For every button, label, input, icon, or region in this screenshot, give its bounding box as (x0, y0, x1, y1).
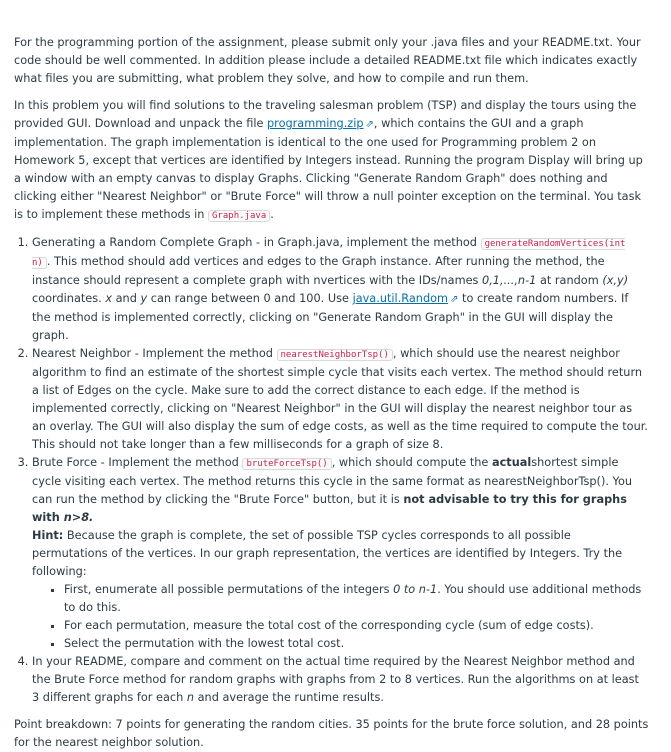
brute-force-tsp-code: bruteForceTsp() (242, 458, 331, 470)
item3-text-a: Brute Force - Implement the method (32, 456, 243, 469)
hint-step-enumerate (64, 581, 649, 617)
item1-text-d: coordinates. (32, 292, 106, 305)
item1-text-g: to create random numbers. If the method is implemented correctly, clicking on "Generate Random Graph" in the GUI will display the graph. (32, 292, 629, 342)
item1-em-x: x (105, 292, 113, 305)
problem-description-paragraph (14, 97, 649, 225)
hint-steps-list (32, 581, 649, 653)
generate-random-vertices-code: generateRandomVertices(int n) (32, 239, 626, 268)
list-item-nearest-neighbor (32, 345, 649, 454)
item1-em-xy: (x,y) (602, 274, 629, 287)
item4-text-b: and average the runtime results. (194, 691, 384, 704)
hint-label: Hint: (32, 529, 64, 542)
item3-text-b: , which should compute the (331, 456, 492, 469)
item2-text-a: Nearest Neighbor - Implement the method (32, 347, 277, 360)
list-item-brute-force (32, 454, 649, 653)
item3-warning-text: not advisable to try this for graphs with (32, 493, 627, 524)
point-breakdown-paragraph: Point breakdown: 7 points for generating the random cities. 35 points for the brute force solution, and 28 points for the nearest neighbor solution. (14, 718, 649, 749)
problem-text-b: , which contains the GUI and a graph implementation. The graph implementation is identical to the one used for Programming problem 2 on Homework 5, except that vertices are identified by Integers instead. Running the program Display will bring up a window with an empty canvas to display Graphs. Clicking "Generate Random Graph" does nothing and clicking either "Nearest Neighbor" or "Brute Force" will throw a null pointer exception on the terminal. You task is to implement these methods in (14, 117, 643, 221)
intro-paragraph: For the programming portion of the assignment, please submit only your .java files and your README.txt. Your code should be well commented. In addition please include a detailed README.txt file which indicates exactly what files you are submitting, what problem they solve, and how to compile and run them. (14, 36, 641, 85)
item3-warning-n: n>8. (63, 511, 94, 524)
task-list (14, 234, 649, 707)
problem-text-end: . (270, 208, 274, 221)
item1-em-ids: 0,1,...,n-1 (482, 274, 537, 287)
item1-text-c: at random (536, 274, 603, 287)
item1-text-e: and (112, 292, 141, 305)
problem-text-a: In this problem you will find solutions to the traveling salesman problem (TSP) and display the tours using the provided GUI. Download and unpack the file (14, 99, 637, 130)
external-link-icon: ⇗ (450, 294, 459, 305)
item1-em-y: y (140, 292, 148, 305)
external-link-icon: ⇗ (365, 119, 374, 130)
bullet1-em: 0 to n-1 (393, 583, 438, 596)
item1-text-b: . This method should add vertices and edges to the Graph instance. After running the method, the instance should represent a complete graph with nvertices with the IDs/names (32, 255, 605, 287)
item3-bold-actual: actual (491, 456, 532, 469)
java-util-random-link[interactable]: java.util.Random (352, 292, 449, 305)
programming-zip-link[interactable]: programming.zip (267, 117, 364, 130)
item2-text-b: , which should use the nearest neighbor algorithm to find an estimate of the shortest simple cycle that visits each vertex. The method should return a list of Edges on the cycle. Make sure to add the correct distance to each edge. If the method is implemented correctly, clicking on "Nearest Neighbor" in the GUI will display the nearest neighbor tour as an overlay. The GUI will also display the sum of edge costs, as well as the time required to compute the tour. This should not take longer than a few milliseconds for a graph of size 8. (32, 347, 648, 451)
list-item-readme-comparison (32, 653, 649, 707)
list-item-generate-random-graph (32, 234, 649, 345)
bullet1-text-b: . You should use additional methods to do this. (64, 583, 642, 614)
hint-step-select: ▪ Select the permutation with the lowest total cost. (64, 635, 649, 653)
item4-text-a: In your README, compare and comment on the actual time required by the Nearest Neighbor method and the Brute Force method for random graphs with graphs from 2 to 8 vertices. Run the algorithms on at least 3 different graphs for each (32, 655, 639, 704)
item1-text-f: can range between 0 and 100. Use (147, 292, 353, 305)
hint-text: Because the graph is complete, the set of possible TSP cycles corresponds to all possible permutations of the vertices. In our graph representation, the vertices are identified by Integers. Try the following: (32, 529, 623, 578)
graph-java-code: Graph.java (208, 210, 270, 222)
hint-step-measure: ▪ For each permutation, measure the total cost of the corresponding cycle (sum of edge costs). (64, 617, 649, 635)
nearest-neighbor-tsp-code: nearestNeighborTsp() (277, 349, 393, 361)
bullet1-text-a: First, enumerate all possible permutations of the integers (64, 583, 394, 596)
item1-text-a: Generating a Random Complete Graph - in Graph.java, implement the method (32, 236, 481, 249)
item3-text-c: shortest simple cycle visiting each vertex. The method returns this cycle in the same format as nearestNeighborTsp(). You can run the method by clicking the "Brute Force" button, but it is (32, 456, 633, 506)
item4-em-n: n (186, 691, 195, 704)
